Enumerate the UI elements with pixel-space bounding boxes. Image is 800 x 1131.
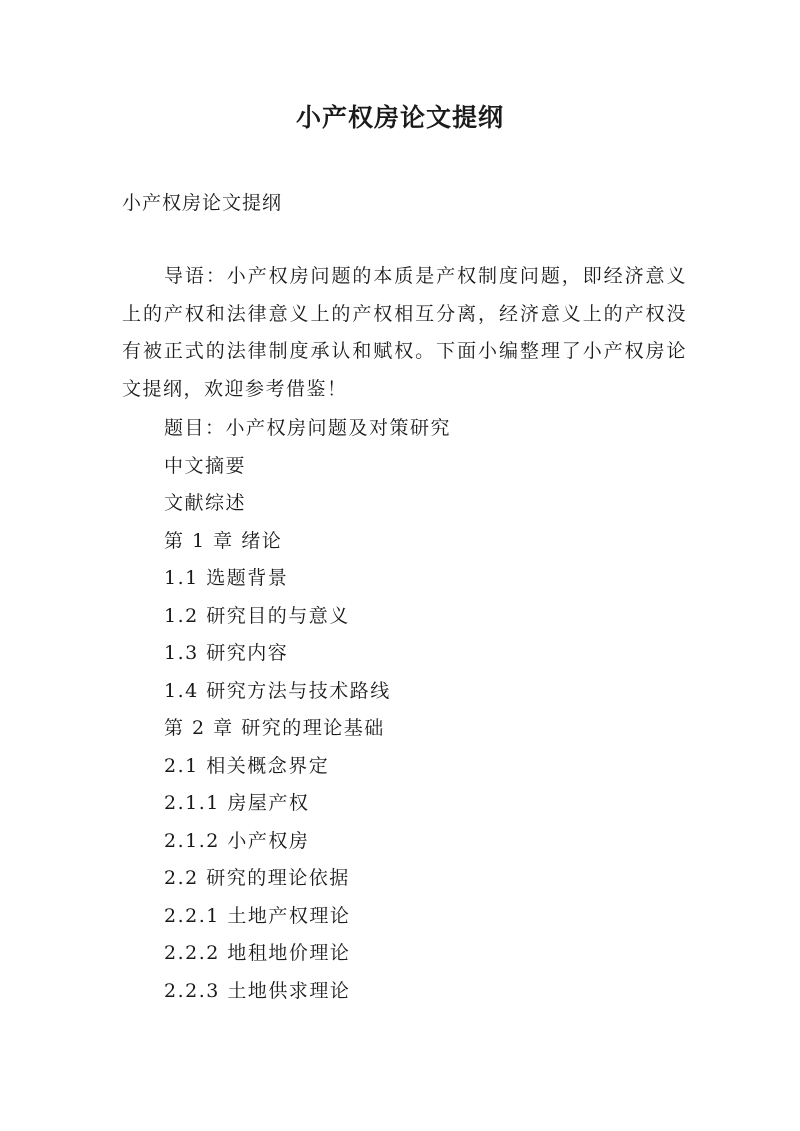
outline-item: 1.4 研究方法与技术路线 [164,679,391,702]
outline-item: 2.2.1 土地产权理论 [164,904,351,927]
outline-item: 1.3 研究内容 [164,642,289,664]
intro-paragraph: 导语：小产权房问题的本质是产权制度问题，即经济意义上的产权和法律意义上的产权相互分离，经济意义上的产权没有被正式的法律制度承认和赋权。下面小编整理了小产权房论文提纲，欢迎参考借鉴！ [122,265,687,400]
outline-item: 2.2.2 地租地价理论 [164,942,351,964]
outline-item: 第 2 章 研究的理论基础 [164,717,385,739]
outline-item: 2.1.1 房屋产权 [164,792,310,814]
outline-list [164,410,451,1010]
outline-item: 文献综述 [164,492,247,514]
outline-item: 2.2 研究的理论依据 [164,867,350,889]
outline-item: 2.1.2 小产权房 [164,829,310,852]
document-subtitle: 小产权房论文提纲 [122,192,283,214]
outline-item: 题目：小产权房问题及对策研究 [164,417,452,439]
outline-item: 1.1 选题背景 [164,567,289,589]
outline-item: 第 1 章 绪论 [164,529,283,552]
outline-item: 2.1 相关概念界定 [164,754,330,777]
document-title: 小产权房论文提纲 [295,103,504,132]
outline-item: 2.2.3 土地供求理论 [164,979,351,1002]
outline-item: 1.2 研究目的与意义 [164,604,350,627]
outline-item: 中文摘要 [164,454,247,477]
